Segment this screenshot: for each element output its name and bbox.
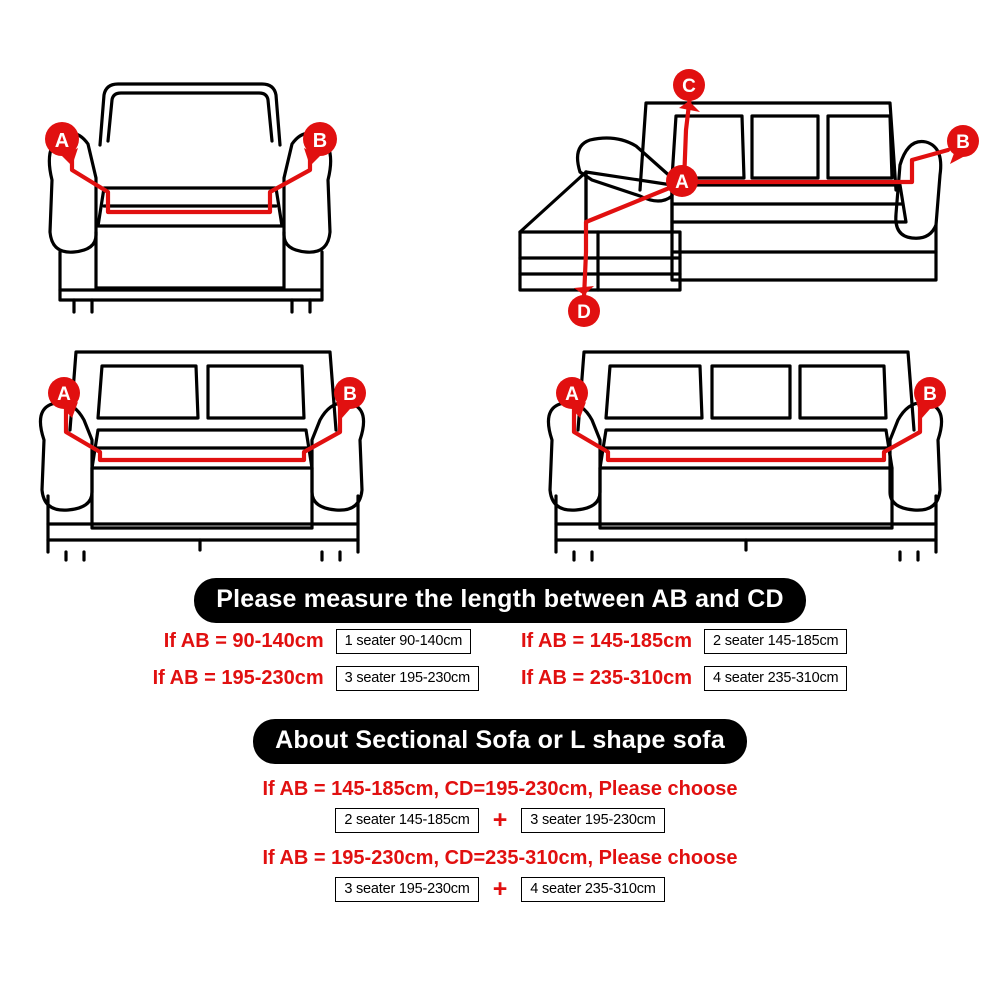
sectional-options [0, 778, 1000, 902]
measure-banner-wrap [0, 578, 1000, 623]
sectional-condition-2: If AB = 195-230cm, CD=235-310cm, Please choose [262, 847, 738, 869]
product-cell-3 [332, 660, 483, 697]
spacer [483, 660, 517, 697]
product-chip-3-seater[interactable]: 3 seater 195-230cm [336, 666, 479, 691]
product-chip-4-seater[interactable]: 4 seater 235-310cm [704, 666, 847, 691]
size-table [149, 623, 852, 697]
svg-text:C: C [682, 76, 696, 97]
table-row [149, 623, 852, 660]
measure-banner: Please measure the length between AB and CD [194, 578, 806, 623]
product-chip-1-seater[interactable]: 1 seater 90-140cm [336, 629, 472, 654]
svg-text:D: D [577, 302, 591, 323]
svg-text:B: B [343, 384, 357, 405]
plus-icon: + [492, 875, 508, 903]
combo1-chip-right[interactable]: 3 seater 195-230cm [521, 808, 664, 833]
combo2-chip-right[interactable]: 4 seater 235-310cm [521, 877, 664, 902]
spacer [483, 623, 517, 660]
svg-text:A: A [565, 384, 579, 405]
condition-ab-3: If AB = 195-230cm [152, 667, 324, 689]
product-cell-1 [332, 623, 483, 660]
svg-text:B: B [956, 132, 970, 153]
plus-icon: + [492, 806, 508, 834]
svg-text:A: A [675, 172, 689, 193]
combo2-chip-left[interactable]: 3 seater 195-230cm [335, 877, 478, 902]
diagram-armchair [49, 84, 330, 312]
svg-text:A: A [54, 130, 70, 152]
sectional-banner: About Sectional Sofa or L shape sofa [253, 719, 747, 764]
sectional-combo-2 [0, 877, 1000, 902]
diagram-loveseat [40, 352, 363, 560]
sectional-banner-wrap [0, 719, 1000, 764]
condition-ab-2: If AB = 145-185cm [521, 630, 693, 652]
table-row [149, 660, 852, 697]
svg-text:A: A [57, 384, 71, 405]
instructions-area [0, 570, 1000, 1000]
condition-ab-4: If AB = 235-310cm [521, 667, 693, 689]
product-chip-2-seater[interactable]: 2 seater 145-185cm [704, 629, 847, 654]
sectional-combo-1 [0, 808, 1000, 833]
condition-ab-1: If AB = 90-140cm [163, 630, 324, 652]
product-cell-4 [700, 660, 851, 697]
svg-text:B: B [312, 130, 328, 152]
diagram-sectional-l [520, 96, 948, 298]
sectional-condition-1: If AB = 145-185cm, CD=195-230cm, Please choose [262, 778, 738, 800]
product-cell-2 [700, 623, 851, 660]
combo1-chip-left[interactable]: 2 seater 145-185cm [335, 808, 478, 833]
svg-text:B: B [923, 384, 937, 405]
diagram-three-seater [548, 352, 941, 560]
